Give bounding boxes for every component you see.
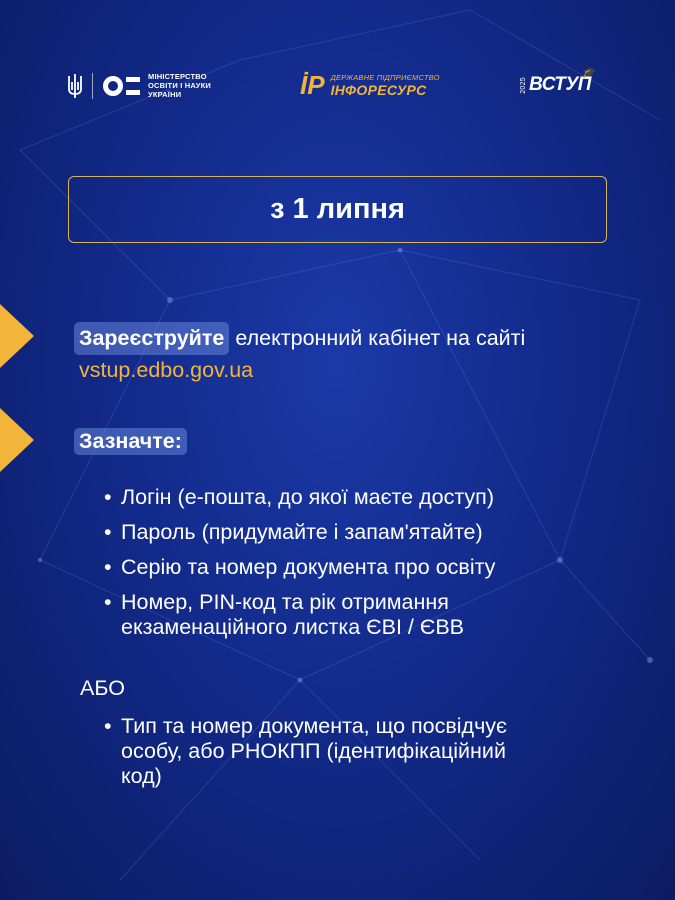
ministry-name: МІНІСТЕРСТВО ОСВІТИ І НАУКИ УКРАЇНИ [148, 72, 211, 99]
step-1-arrow-icon [0, 304, 34, 368]
register-text: електронний кабінет на сайті [235, 326, 526, 350]
register-highlight: Зареєструйте [74, 322, 229, 355]
list-item-identity-doc: • Тип та номер документа, що посвідчує особу, або РНОКПП (ідентифікаційний код) [104, 714, 541, 789]
ministry-logo [66, 72, 211, 99]
step-2-arrow-icon [0, 408, 34, 472]
step-specify-heading [74, 428, 187, 455]
site-link[interactable]: vstup.edbo.gov.ua [79, 358, 254, 382]
list-item-education-doc: • Серію та номер документа про освіту [104, 555, 541, 580]
step-register [74, 322, 525, 386]
inforesurs-logo: İP ДЕРЖАВНЕ ПІДПРИЄМСТВО ІНФОРЕСУРС [300, 70, 440, 100]
logo-bar [0, 68, 675, 108]
mon-mark-icon [103, 76, 140, 96]
alternative-data-list [104, 714, 541, 799]
list-item-exam-sheet: • Номер, PIN-код та рік отримання екзаменаційного листка ЄВІ / ЄВВ [104, 590, 541, 640]
date-title: з 1 липня [270, 193, 405, 225]
or-label: АБО [80, 676, 125, 700]
vstup-logo: 2025 ВСТУП 🎓 [520, 67, 595, 95]
date-banner [68, 176, 607, 243]
trident-icon [66, 73, 84, 99]
inforesurs-mark-icon: İP [300, 70, 325, 100]
required-data-list [104, 485, 541, 650]
list-item-password: • Пароль (придумайте і запам'ятайте) [104, 520, 541, 545]
logo-divider [92, 73, 93, 99]
graduation-cap-icon: 🎓 [581, 67, 595, 79]
specify-highlight: Зазначте: [74, 428, 187, 455]
list-item-login: • Логін (е-пошта, до якої маєте доступ) [104, 485, 541, 510]
